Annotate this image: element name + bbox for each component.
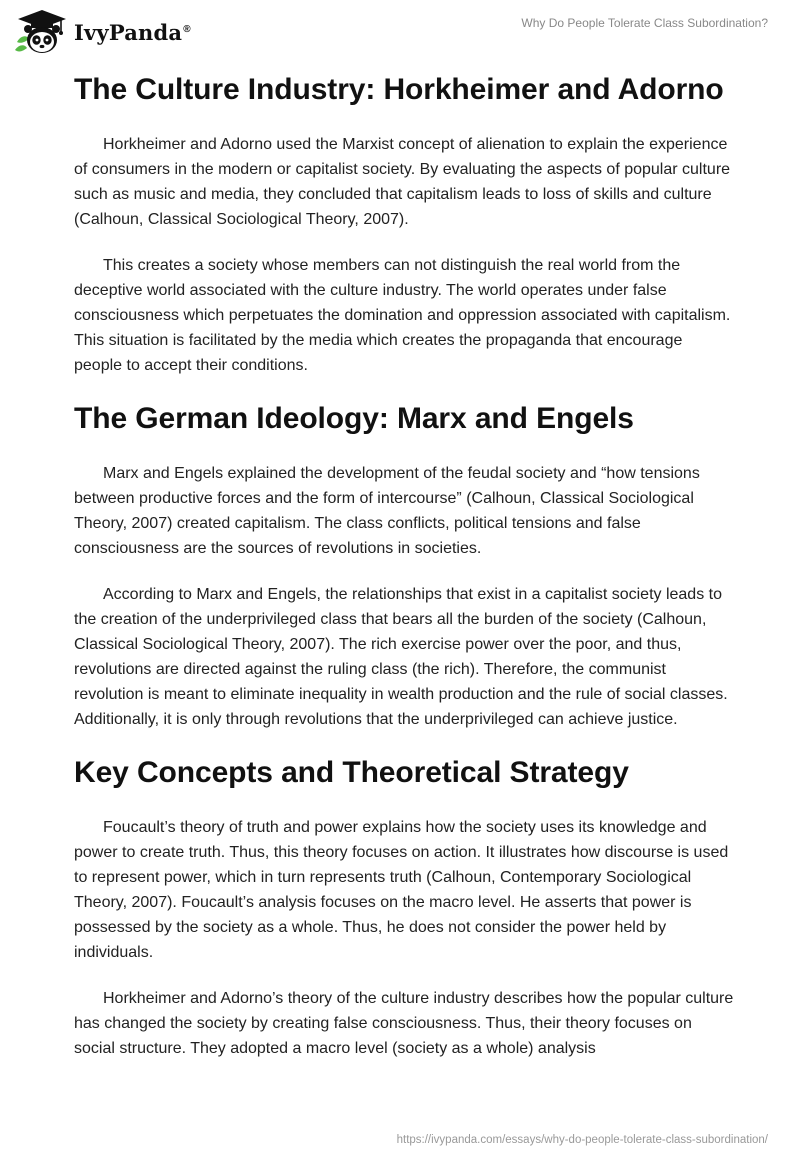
panda-graduate-icon: [14, 8, 70, 56]
paragraph: Horkheimer and Adorno’s theory of the culture industry describes how the popular culture has changed the society by creating false consciousness. Thus, their theory focuses on social structure. They adopted a macro level (society as a whole) analysis: [74, 990, 734, 1057]
section-heading: The German Ideology: Marx and Engels: [74, 402, 634, 435]
source-url[interactable]: https://ivypanda.com/essays/why-do-people-tolerate-class-subordination/: [396, 1134, 768, 1146]
page-header: [0, 0, 800, 64]
paragraph: According to Marx and Engels, the relationships that exist in a capitalist society leads to the creation of the underprivileged class that bears all the burden of the society (Calhoun, Classical Sociological Theory, 2007). The rich exercise power over the poor, and thus, revolutions are directed against the ruling class (the rich). Therefore, the communist revolution is meant to eliminate inequality in wealth production and the rule of social classes. Additionally, it is only through revolutions that the underprivileged can achieve justice.: [74, 586, 728, 728]
essay-content: [74, 66, 734, 1061]
paragraph: Foucault’s theory of truth and power explains how the society uses its knowledge and power to create truth. Thus, this theory focuses on action. It illustrates how discourse is used to represent power, which in turn represents truth (Calhoun, Contemporary Sociological Theory, 2007). Foucault’s analysis focuses on the macro level. He asserts that power is possessed by the society as a whole. Thus, he does not consider the power held by individuals.: [74, 819, 729, 961]
paragraph: Marx and Engels explained the development of the feudal society and “how tensions between productive forces and the form of intercourse” (Calhoun, Classical Sociological Theory, 2007) created capitalism. The class conflicts, political tensions and false consciousness are the sources of revolutions in societies.: [74, 465, 700, 557]
paragraph: Horkheimer and Adorno used the Marxist concept of alienation to explain the experience of consumers in the modern or capitalist society. By evaluating the aspects of popular culture such as music and media, they concluded that capitalism leads to loss of skills and culture (Calhoun, Classical Sociological Theory, 2007).: [74, 136, 731, 228]
section-heading: The Culture Industry: Horkheimer and Adorno: [74, 73, 724, 106]
registered-mark: ®: [183, 23, 191, 35]
brand-logo[interactable]: [14, 8, 191, 56]
brand-name: IvyPanda®: [74, 19, 191, 45]
document-title: Why Do People Tolerate Class Subordination?: [521, 16, 768, 30]
paragraph: This creates a society whose members can not distinguish the real world from the deceptive world associated with the culture industry. The world operates under false consciousness which perpetuates the domination and oppression associated with capitalism. This situation is facilitated by the media which creates the propaganda that encourage people to accept their conditions.: [74, 257, 731, 374]
section-heading: Key Concepts and Theoretical Strategy: [74, 756, 629, 789]
